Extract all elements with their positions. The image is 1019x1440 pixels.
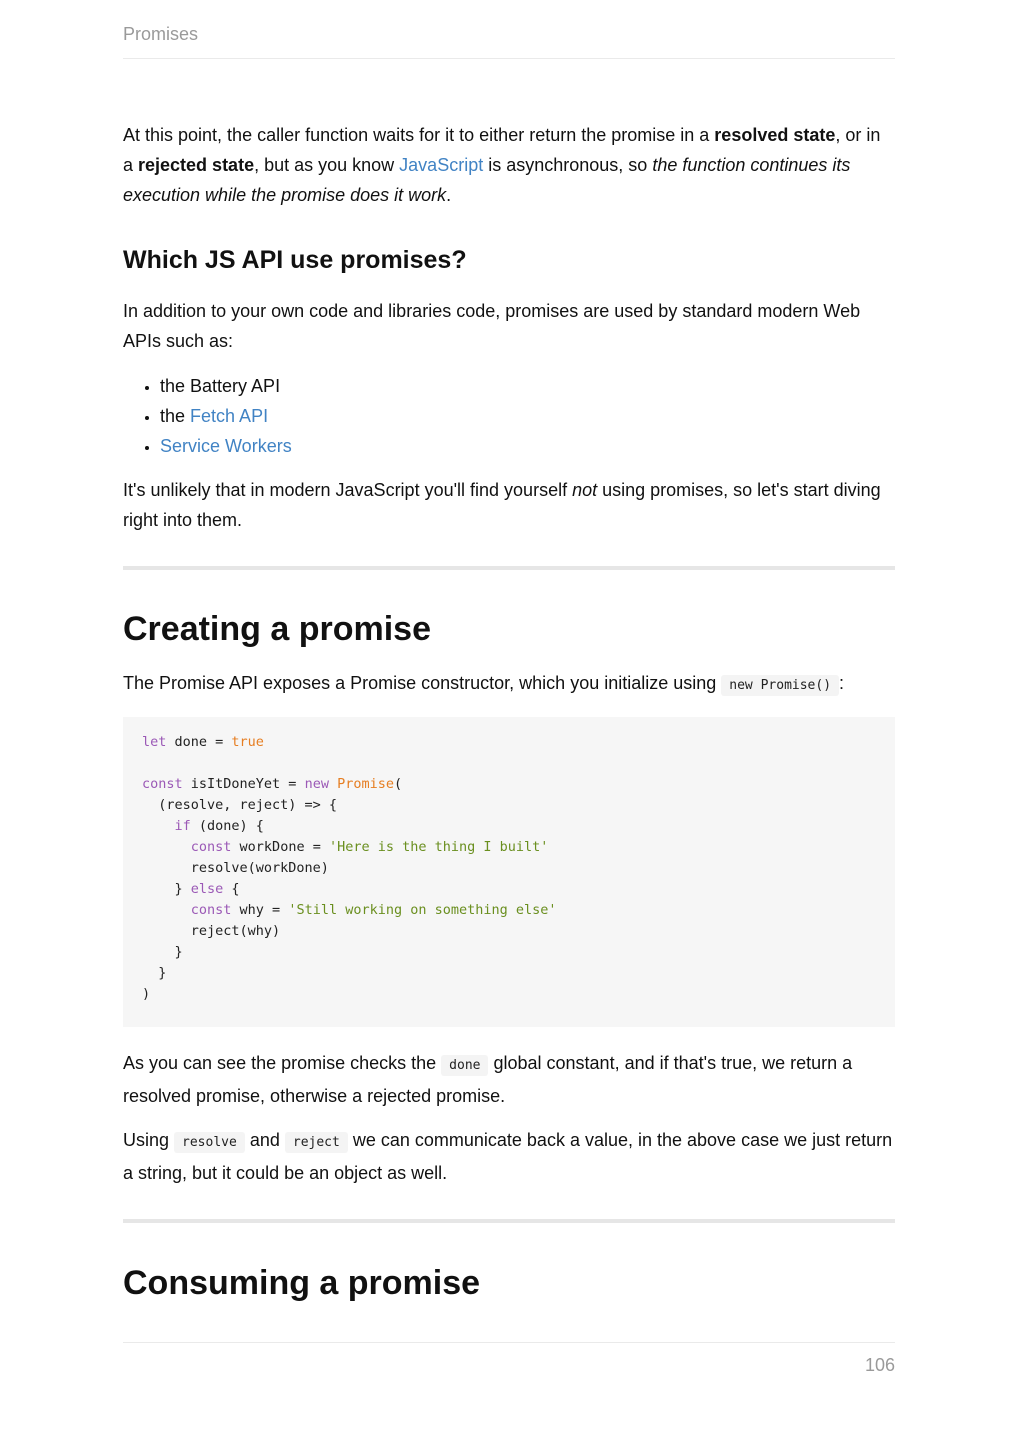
intro-emphasis: the function continues its execution while the promise does it work (123, 155, 851, 205)
section-heading-creating: Creating a promise (123, 610, 431, 648)
inline-code-done: done (441, 1055, 488, 1076)
running-header: Promises (123, 24, 895, 59)
list-item-service-workers (160, 431, 895, 461)
list-item-battery: • the Battery API (160, 371, 895, 401)
resolved-state-bold: resolved state (714, 125, 836, 145)
javascript-link[interactable]: JavaScript (399, 155, 484, 175)
constructor-paragraph: The Promise API exposes a Promise constructor, which you initialize using new Promise() : (123, 668, 895, 701)
api-list (123, 371, 895, 461)
inline-code-reject: reject (285, 1132, 348, 1153)
not-emphasis: not (572, 480, 598, 500)
rejected-state-bold: rejected state (138, 155, 255, 175)
intro-paragraph: At this point, the caller function waits for it to either return the promise in a resolved state, or in a rejected state, but as you know JavaScript is asynchronous, so the function continues its execution while the promise does it work. (123, 125, 881, 205)
resolve-reject-paragraph: Using resolve and reject we can communicate back a value, in the above case we just return a string, but it could be an object as well. (123, 1130, 893, 1183)
section-heading-which-api: Which JS API use promises? (123, 246, 467, 274)
page-content (123, 120, 895, 1303)
inline-code-resolve: resolve (174, 1132, 245, 1153)
section-divider (123, 1219, 895, 1223)
section-heading-consuming: Consuming a promise (123, 1264, 481, 1302)
api-paragraph: In addition to your own code and libraries code, promises are used by standard modern Web APIs such as: (123, 301, 861, 351)
inline-code-new-promise: new Promise() (721, 675, 839, 696)
footer-divider (123, 1342, 895, 1343)
section-divider (123, 566, 895, 570)
fetch-api-link[interactable]: Fetch API (190, 406, 269, 426)
page-number: 106 (864, 1355, 895, 1375)
done-check-paragraph: As you can see the promise checks the done global constant, and if that's true, we return a resolved promise, otherwise a rejected promise. (123, 1053, 853, 1106)
api-outro-paragraph: It's unlikely that in modern JavaScript you'll find yourself not using promises, so let's start diving right into them. (123, 480, 881, 530)
code-block: let done = true const isItDoneYet = new Promise( (resolve, reject) => { if (done) { const workDone = 'Here is the thing I built' resolve(workDone) } else { const why = 'Still working on something else' reject(why) } } ) (123, 717, 895, 1027)
list-item-fetch: • the Fetch API (160, 401, 895, 431)
service-workers-link[interactable]: Service Workers (160, 436, 292, 456)
